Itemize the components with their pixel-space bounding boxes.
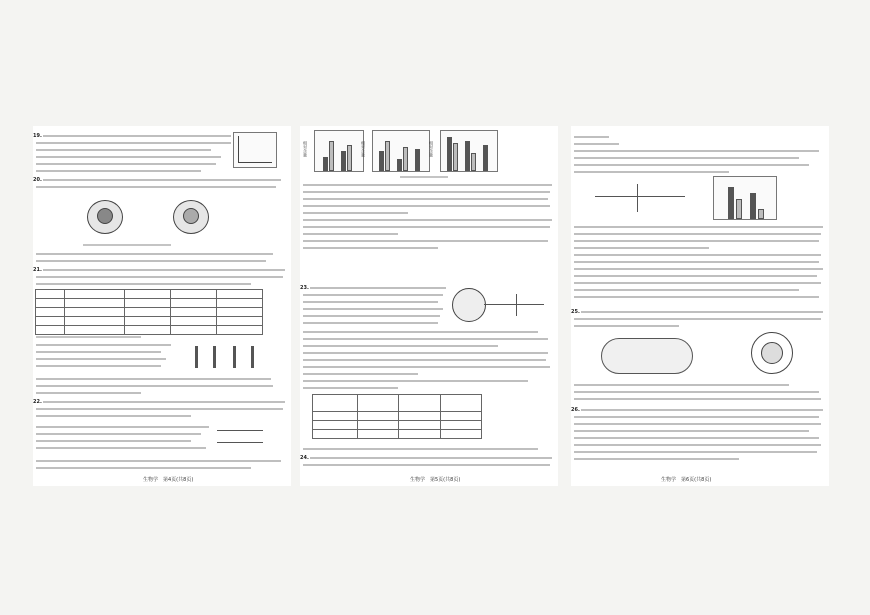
page-footer: 生物学 第4页(共8页) — [143, 477, 194, 483]
exam-page-left — [33, 126, 291, 486]
vector-diagram — [601, 338, 693, 374]
question-number: 24. — [300, 455, 309, 461]
data-table-2 — [312, 394, 482, 439]
question-number: 22. — [33, 399, 42, 405]
cell-diagram-left — [71, 194, 149, 238]
question-number: 26. — [571, 407, 580, 413]
question-number: 19. — [33, 133, 42, 139]
cell-diagram-right — [155, 194, 233, 238]
question-number: 20. — [33, 177, 42, 183]
page-footer: 生物学 第6页(共8页) — [661, 477, 712, 483]
genetics-figure — [209, 422, 271, 454]
bar-chart-1: 相对含量 — [314, 130, 364, 172]
page-footer: 生物学 第5页(共8页) — [410, 477, 461, 483]
cross-diagram — [591, 180, 691, 216]
exam-page-right — [571, 126, 829, 486]
question-number: 25. — [571, 309, 580, 315]
exam-page-middle — [300, 126, 558, 486]
bar-chart-3: 相对含量 — [440, 130, 498, 172]
chromosome-figure — [183, 340, 269, 376]
question-number: 21. — [33, 267, 42, 273]
question-number: 23. — [300, 285, 309, 291]
scatter-figure — [233, 132, 277, 168]
data-table — [35, 289, 263, 335]
neuron-diagram — [446, 282, 554, 332]
bar-chart-4 — [713, 176, 777, 220]
bar-chart-2: 相对含量 — [372, 130, 430, 172]
